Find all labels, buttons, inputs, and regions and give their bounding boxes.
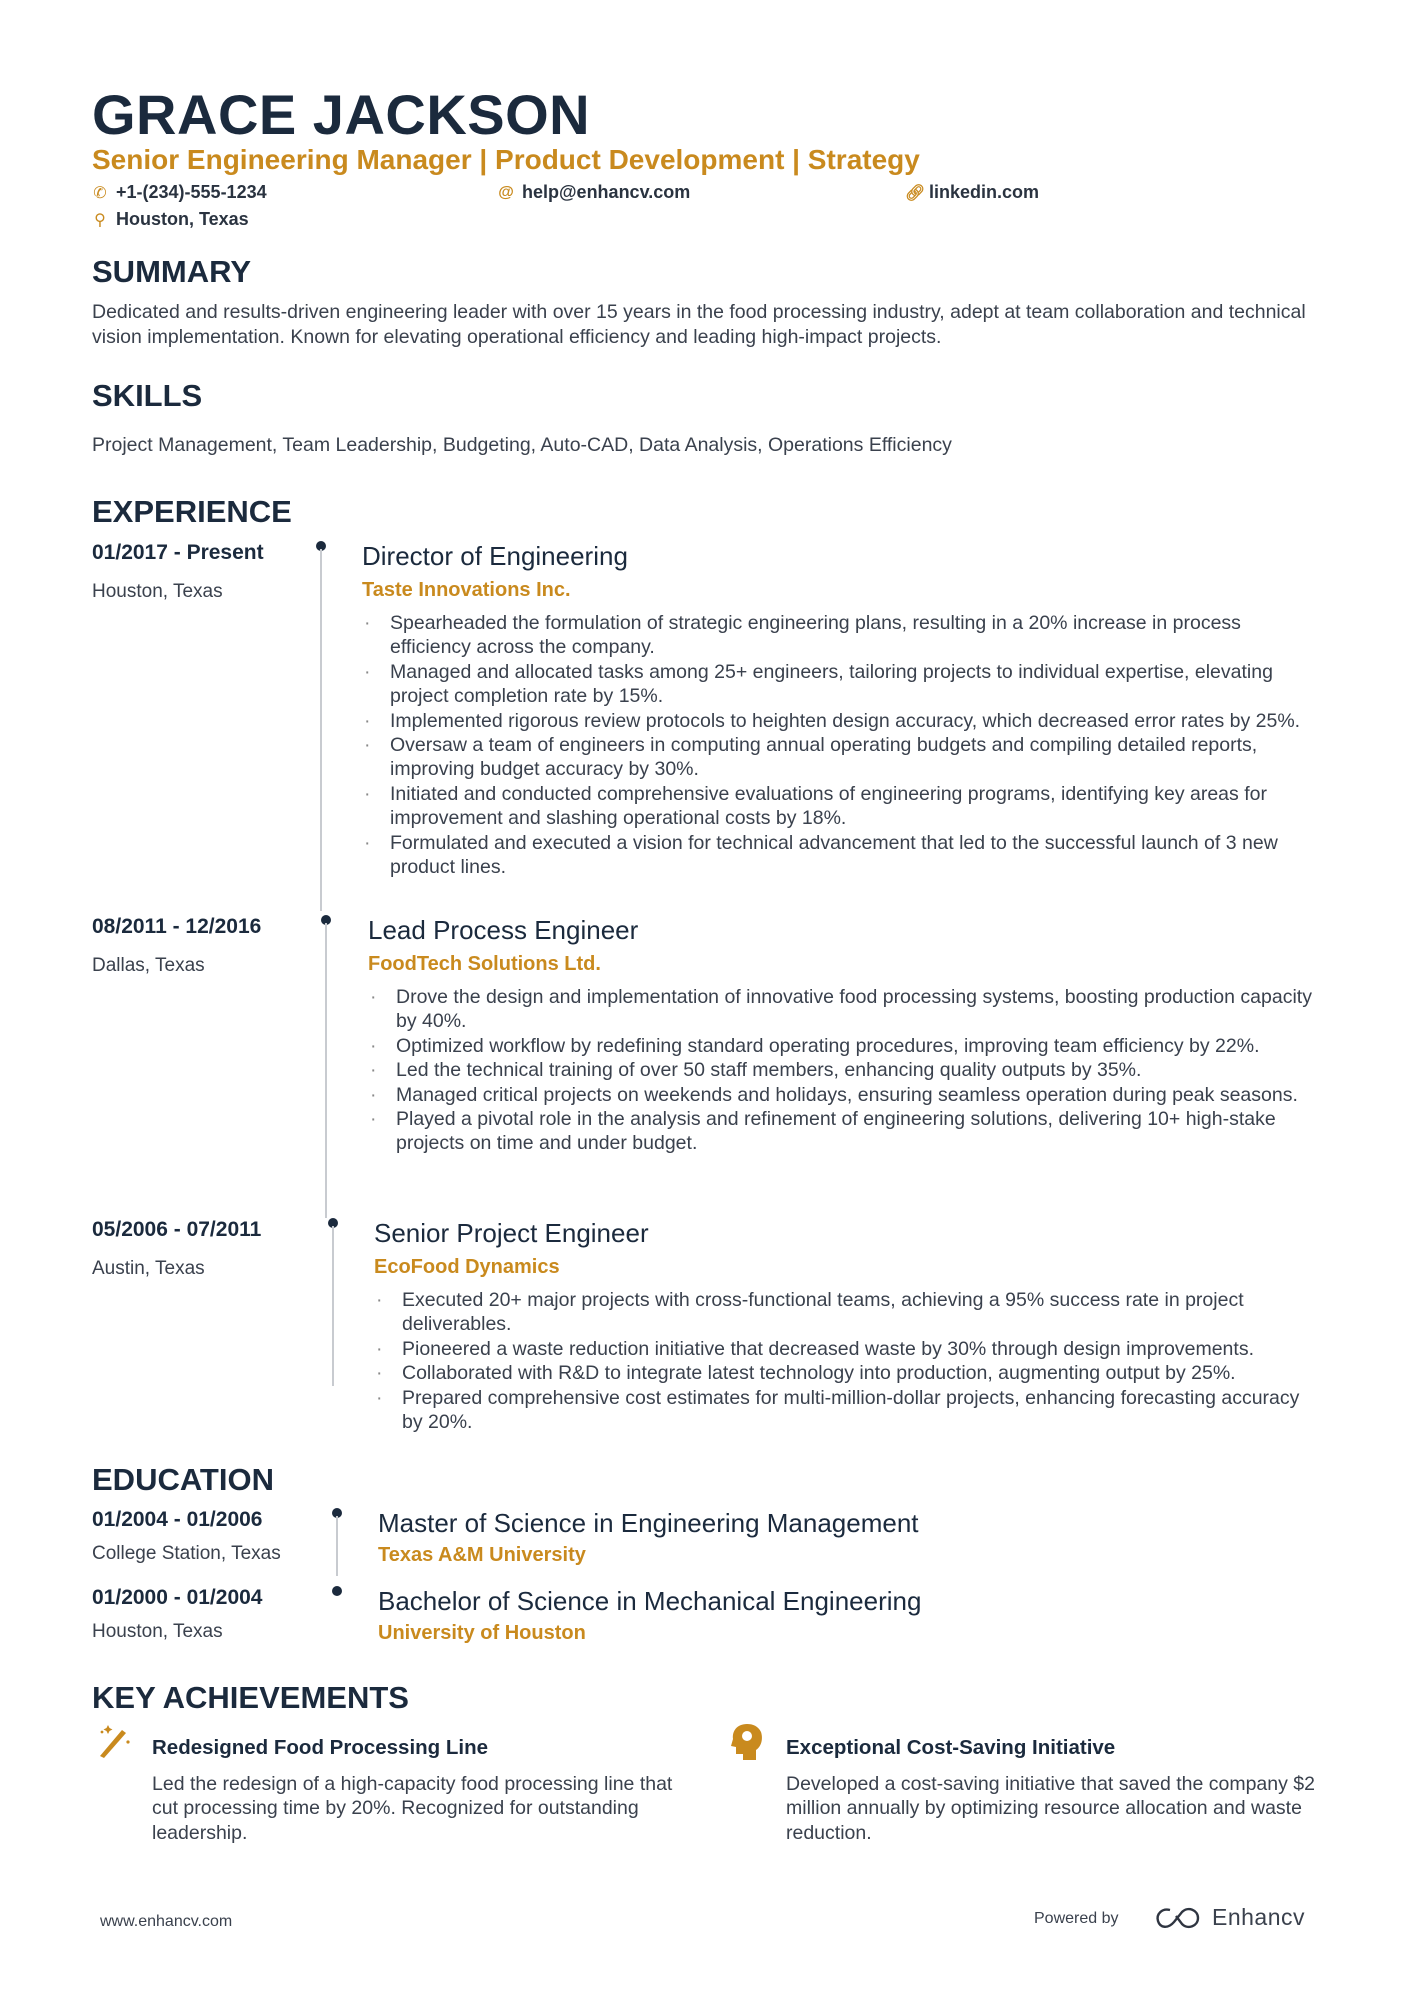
bullet: · Oversaw a team of engineers in computing annual operating budgets and compiling detailed reports, improving budget accuracy by 30%. [362,733,1322,782]
bullet: · Managed critical projects on weekends and holidays, ensuring seamless operation during peak seasons. [368,1083,1318,1107]
candidate-name: GRACE JACKSON [92,83,591,146]
job-dates: 01/2017 - Present [92,541,264,564]
head-idea-icon [730,1722,764,1762]
summary-heading: SUMMARY [92,254,252,289]
achievement-title: Redesigned Food Processing Line [152,1736,489,1759]
job-dates: 08/2011 - 12/2016 [92,915,262,938]
job-company: Taste Innovations Inc. [362,579,571,601]
footer-website[interactable]: www.enhancv.com [100,1913,233,1930]
bullet: · Collaborated with R&D to integrate latest technology into production, augmenting output by 25%. [374,1361,1324,1385]
enhancv-brand: Enhancv [1212,1904,1306,1930]
edu-degree: Master of Science in Engineering Management [378,1508,919,1538]
job-location: Houston, Texas [92,581,223,602]
location-text: Houston, Texas [116,209,249,229]
bullet: · Prepared comprehensive cost estimates for multi-million-dollar projects, enhancing forecasting accuracy by 20%. [374,1386,1324,1435]
enhancv-logo-icon [1154,1906,1202,1932]
summary-text: Dedicated and results-driven engineering leader with over 15 years in the food processing industry, adept at team collaboration and technical vision implementation. Known for elevating operational efficiency and leading high-impact projects. [92,301,1306,348]
achievements-heading: KEY ACHIEVEMENTS [92,1680,409,1715]
job-role: Director of Engineering [362,541,628,571]
magic-wand-icon [96,1722,132,1758]
education-heading: EDUCATION [92,1462,274,1497]
timeline-line [332,1226,334,1386]
phone-text: +1-(234)-555-1234 [116,182,267,202]
bullet: · Spearheaded the formulation of strategic engineering plans, resulting in a 20% increase in process efficiency across the company. [362,611,1322,660]
link-icon: 🔗︎ [905,184,926,202]
phone [92,182,267,203]
timeline-line [336,1516,338,1576]
timeline-line [320,549,322,911]
job-bullets [368,985,1318,1156]
job-company: EcoFood Dynamics [374,1256,560,1278]
phone-icon: ✆ [93,184,107,202]
bullet: · Played a pivotal role in the analysis and refinement of engineering solutions, delivering 10+ high-stake projects on time and under budget. [368,1107,1318,1156]
bullet: · Formulated and executed a vision for technical advancement that led to the successful launch of 3 new product lines. [362,831,1322,880]
job-location: Austin, Texas [92,1258,205,1279]
at-icon: @ [498,183,514,201]
bullet: · Drove the design and implementation of innovative food processing systems, boosting production capacity by 40%. [368,985,1318,1034]
achievement-title: Exceptional Cost-Saving Initiative [786,1736,1116,1759]
edu-school: Texas A&M University [378,1544,586,1566]
achievement-text: Led the redesign of a high-capacity food processing line that cut processing time by 20%. Recognized for outstanding leadership. [152,1773,673,1844]
job-bullets [374,1288,1324,1434]
bullet: · Implemented rigorous review protocols to heighten design accuracy, which decreased error rates by 25%. [362,709,1322,733]
location [92,209,249,230]
powered-by: Powered by [1034,1910,1119,1927]
edu-dates: 01/2000 - 01/2004 [92,1586,263,1609]
edu-location: Houston, Texas [92,1621,223,1642]
edu-location: College Station, Texas [92,1543,281,1564]
timeline-line [325,923,327,1218]
skills-heading: SKILLS [92,378,203,413]
timeline-dot [332,1586,342,1596]
email[interactable] [498,182,690,203]
achievement-text: Developed a cost-saving initiative that saved the company $2 million annually by optimizing resource allocation and waste reduction. [786,1773,1315,1844]
job-dates: 05/2006 - 07/2011 [92,1218,262,1241]
bullet: · Led the technical training of over 50 staff members, enhancing quality outputs by 35%. [368,1058,1318,1082]
job-company: FoodTech Solutions Ltd. [368,953,601,975]
job-role: Lead Process Engineer [368,915,639,945]
edu-dates: 01/2004 - 01/2006 [92,1508,263,1531]
website-text[interactable]: linkedin.com [929,182,1040,202]
location-pin-icon: ⚲ [94,211,106,229]
job-bullets [362,611,1322,879]
edu-school: University of Houston [378,1622,586,1644]
job-role: Senior Project Engineer [374,1218,649,1248]
candidate-title: Senior Engineering Manager | Product Development | Strategy [92,144,920,175]
job-location: Dallas, Texas [92,955,205,976]
bullet: · Executed 20+ major projects with cross-functional teams, achieving a 95% success rate in project deliverables. [374,1288,1324,1337]
edu-degree: Bachelor of Science in Mechanical Engineering [378,1586,922,1616]
website[interactable] [905,182,1039,203]
bullet: · Initiated and conducted comprehensive evaluations of engineering programs, identifying key areas for improvement and slashing operational costs by 18%. [362,782,1322,831]
email-text[interactable]: help@enhancv.com [522,182,691,202]
bullet: · Managed and allocated tasks among 25+ engineers, tailoring projects to individual expertise, elevating project completion rate by 15%. [362,660,1322,709]
skills-text: Project Management, Team Leadership, Budgeting, Auto-CAD, Data Analysis, Operations Efficiency [92,434,952,456]
bullet: · Optimized workflow by redefining standard operating procedures, improving team efficiency by 22%. [368,1034,1318,1058]
experience-heading: EXPERIENCE [92,494,292,529]
bullet: · Pioneered a waste reduction initiative that decreased waste by 30% through design improvements. [374,1337,1324,1361]
